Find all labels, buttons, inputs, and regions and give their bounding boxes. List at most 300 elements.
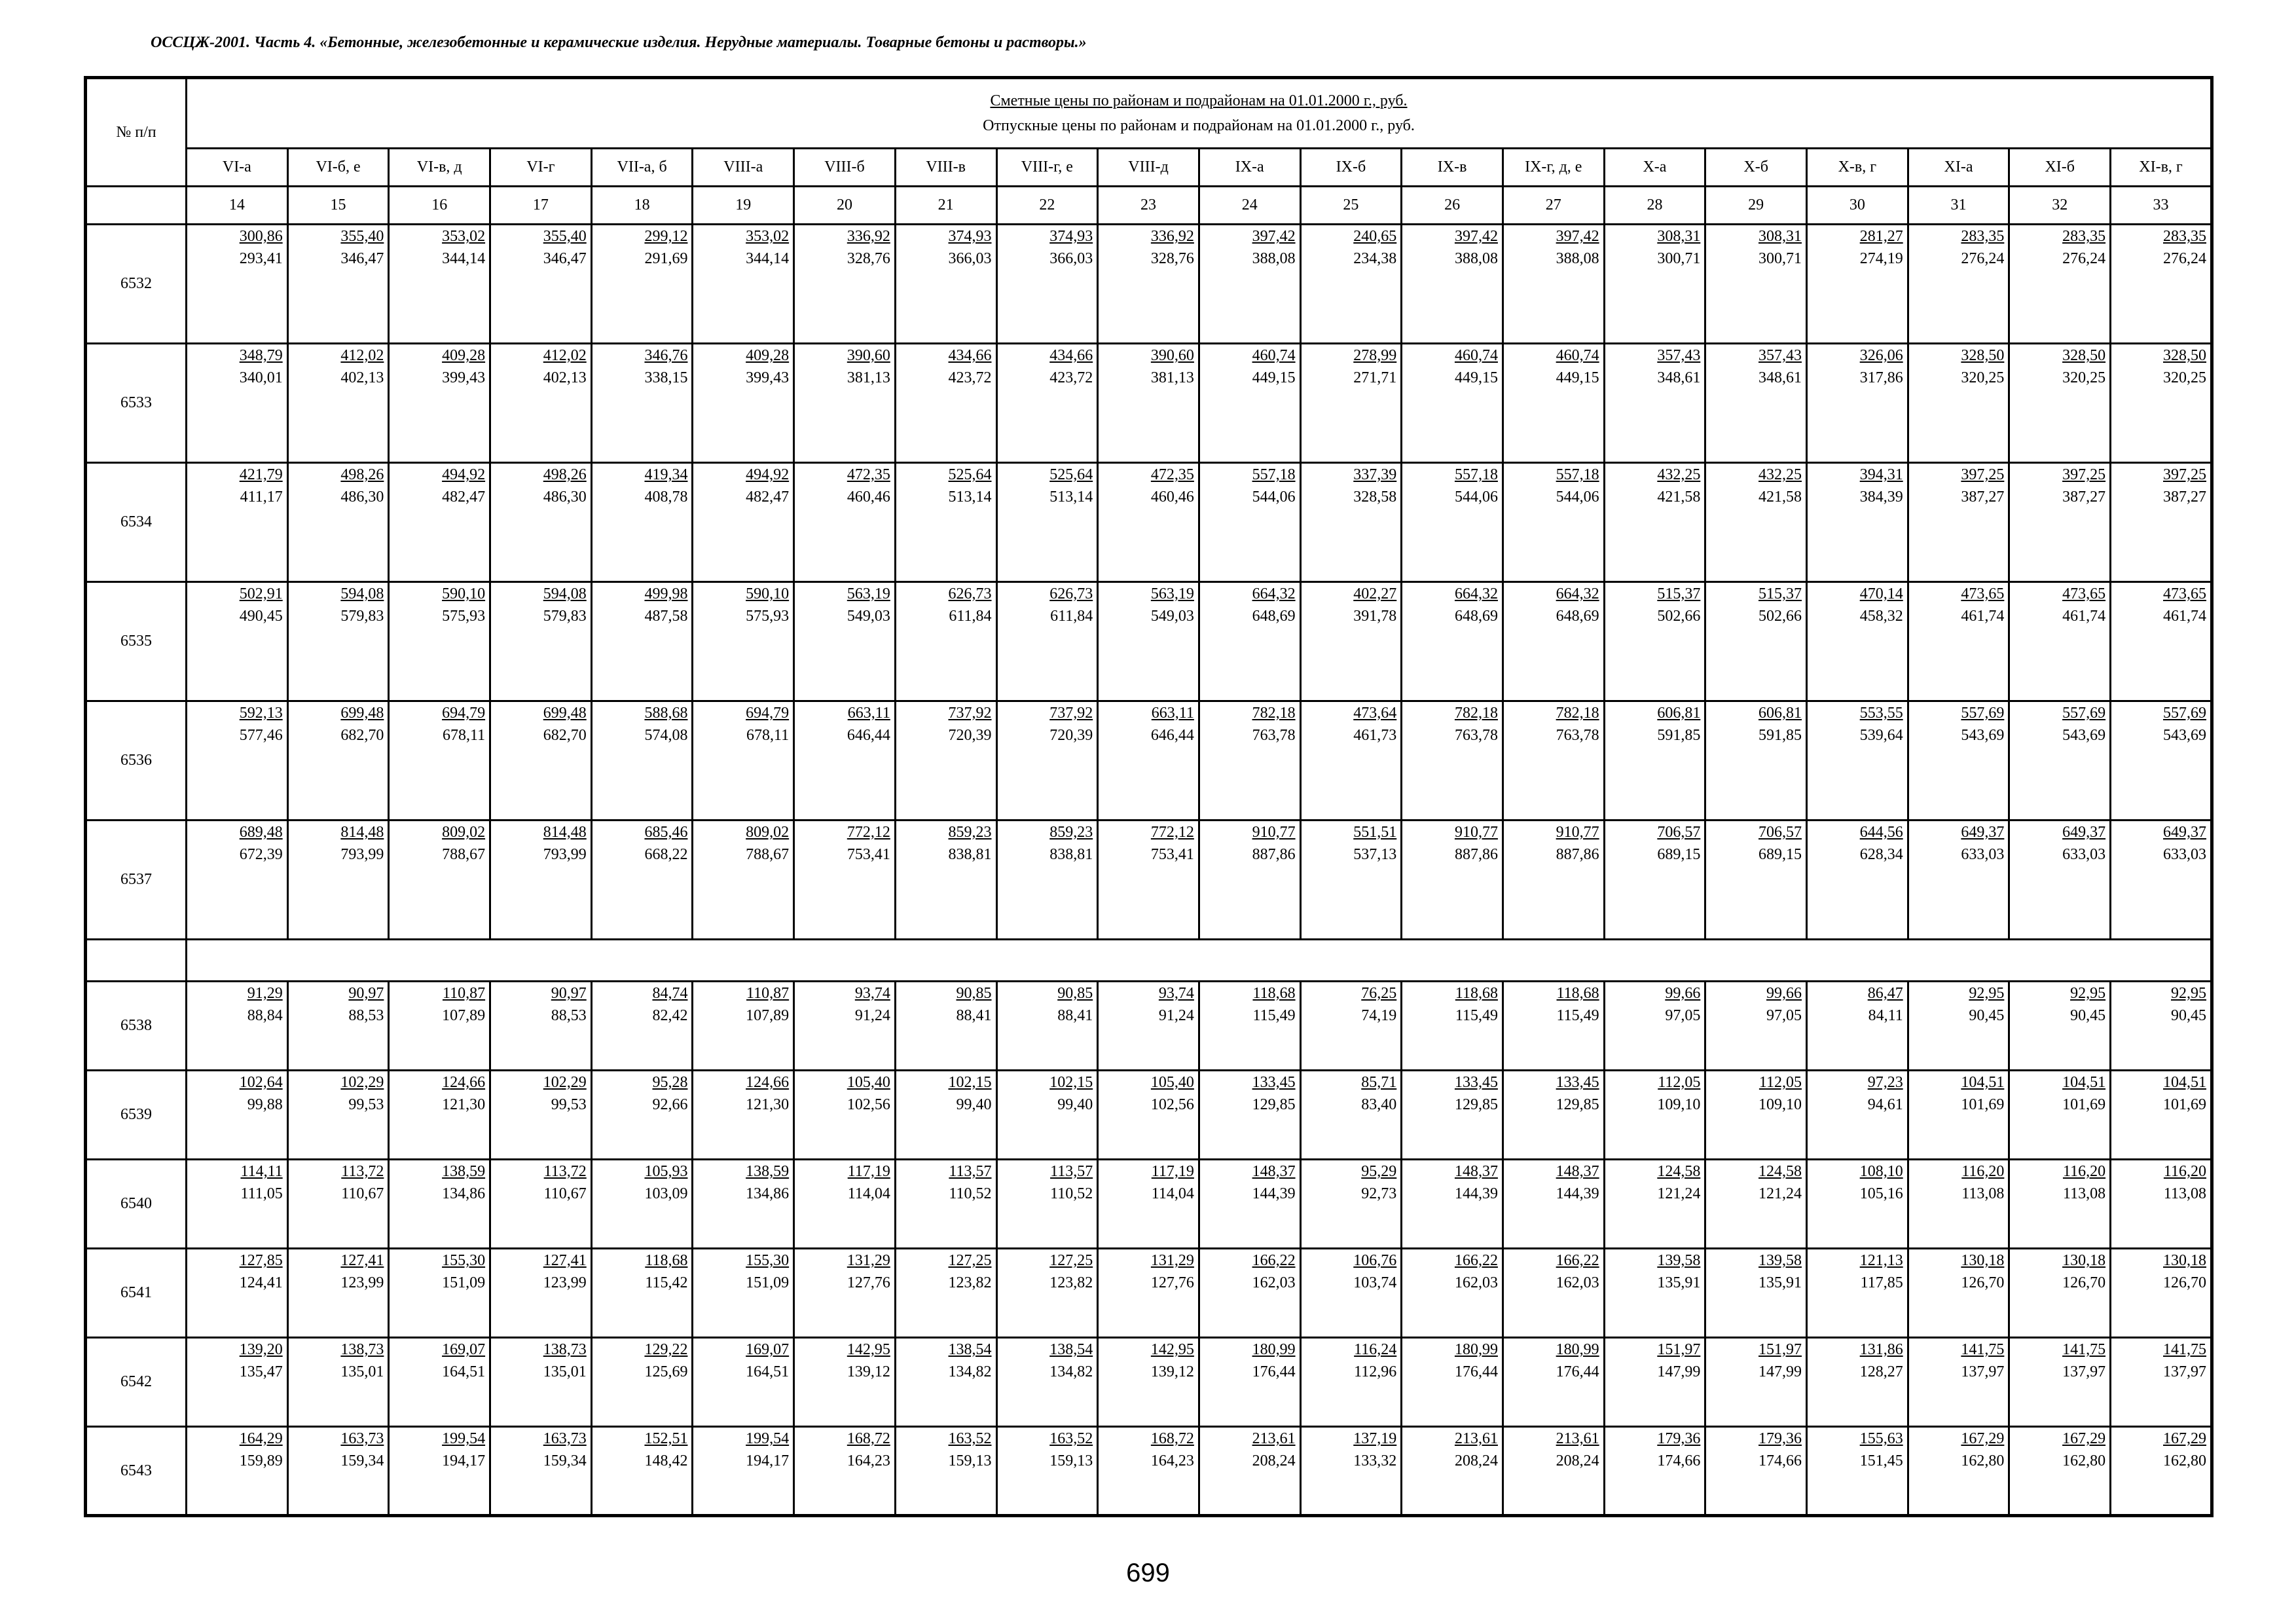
region-header: XI-в, г (2111, 149, 2212, 187)
estimated-price: 434,66 (948, 347, 992, 364)
estimated-price: 472,35 (1150, 466, 1194, 483)
price-cell (591, 1249, 693, 1338)
price-cell (895, 1338, 996, 1427)
estimated-price: 85,71 (1361, 1074, 1397, 1091)
estimated-price: 179,36 (1758, 1430, 1802, 1447)
release-price: 579,83 (340, 608, 384, 625)
release-price: 544,06 (1454, 489, 1498, 506)
release-price: 147,99 (1758, 1363, 1802, 1380)
column-number: 20 (794, 187, 896, 225)
estimated-price: 525,64 (948, 466, 992, 483)
column-number: 29 (1705, 187, 1807, 225)
price-cell (1402, 1338, 1503, 1427)
release-price: 340,01 (239, 369, 283, 386)
release-price: 126,70 (1961, 1274, 2005, 1291)
estimated-price: 397,42 (1454, 228, 1498, 245)
estimated-price: 133,45 (1556, 1074, 1599, 1091)
estimated-price: 139,58 (1758, 1252, 1802, 1269)
table-row (86, 1071, 2212, 1160)
region-header: X-б (1705, 149, 1807, 187)
price-cell (1199, 1249, 1300, 1338)
price-cell (187, 701, 288, 821)
estimated-price: 336,92 (1150, 228, 1194, 245)
estimated-price: 167,29 (2062, 1430, 2106, 1447)
price-cell (2111, 1160, 2212, 1249)
price-cell (591, 582, 693, 701)
release-price: 328,76 (1150, 250, 1194, 267)
release-price: 461,73 (1353, 727, 1397, 744)
price-cell (1908, 1249, 2009, 1338)
price-cell (389, 1071, 490, 1160)
release-price: 300,71 (1657, 250, 1701, 267)
estimated-price: 90,97 (551, 985, 587, 1002)
estimated-price: 104,51 (2062, 1074, 2106, 1091)
estimated-price: 110,87 (746, 985, 790, 1002)
release-price: 549,03 (847, 608, 890, 625)
estimated-price: 397,25 (2163, 466, 2206, 483)
column-number: 18 (591, 187, 693, 225)
table-title (187, 78, 2212, 149)
price-cell (591, 1160, 693, 1249)
estimated-price: 283,35 (1961, 228, 2005, 245)
price-cell (693, 344, 794, 463)
estimated-price: 124,58 (1657, 1163, 1701, 1180)
price-cell (693, 1427, 794, 1516)
estimated-price: 355,40 (340, 228, 384, 245)
release-price: 753,41 (847, 846, 890, 863)
release-price: 164,51 (746, 1363, 790, 1380)
release-price: 117,85 (1860, 1274, 1903, 1291)
release-price: 399,43 (746, 369, 790, 386)
price-cell (1098, 1249, 1199, 1338)
price-cell (1604, 582, 1705, 701)
estimated-price: 278,99 (1353, 347, 1397, 364)
price-cell (591, 982, 693, 1071)
price-cell (2111, 225, 2212, 344)
row-code: 6542 (86, 1338, 187, 1427)
estimated-price: 473,64 (1353, 705, 1397, 722)
release-price: 633,03 (1961, 846, 2005, 863)
release-price: 99,53 (551, 1096, 587, 1113)
price-cell (1098, 1338, 1199, 1427)
estimated-price: 130,18 (2163, 1252, 2206, 1269)
release-price: 577,46 (239, 727, 283, 744)
release-price: 328,58 (1353, 489, 1397, 506)
release-price: 129,85 (1454, 1096, 1498, 1113)
release-price: 458,32 (1859, 608, 1903, 625)
estimated-price: 95,29 (1361, 1163, 1397, 1180)
release-price: 111,05 (240, 1185, 283, 1202)
release-price: 144,39 (1454, 1185, 1498, 1202)
column-number: 16 (389, 187, 490, 225)
estimated-price: 432,25 (1758, 466, 1802, 483)
estimated-price: 163,73 (340, 1430, 384, 1447)
page-number: 699 (1126, 1559, 1170, 1587)
price-cell (389, 701, 490, 821)
release-price: 159,13 (948, 1452, 992, 1469)
price-cell (1300, 344, 1402, 463)
price-cell (895, 463, 996, 582)
release-price: 537,13 (1353, 846, 1397, 863)
price-cell (287, 1427, 389, 1516)
price-cell (1807, 1427, 1908, 1516)
release-price: 276,24 (1961, 250, 2005, 267)
estimated-price: 557,18 (1556, 466, 1599, 483)
price-cell (1604, 1160, 1705, 1249)
release-price: 159,34 (543, 1452, 587, 1469)
column-number: 31 (1908, 187, 2009, 225)
release-price: 271,71 (1353, 369, 1397, 386)
estimated-price: 336,92 (847, 228, 890, 245)
release-price: 648,69 (1454, 608, 1498, 625)
estimated-price: 434,66 (1049, 347, 1093, 364)
estimated-price: 663,11 (1151, 705, 1194, 722)
table-row (86, 344, 2212, 463)
release-price: 113,08 (2163, 1185, 2206, 1202)
price-cell (591, 463, 693, 582)
price-cell (1402, 1249, 1503, 1338)
release-price: 421,58 (1657, 489, 1701, 506)
estimated-price: 782,18 (1252, 705, 1296, 722)
estimated-price: 113,72 (341, 1163, 384, 1180)
price-cell (389, 1160, 490, 1249)
estimated-price: 606,81 (1657, 705, 1701, 722)
price-cell (1402, 225, 1503, 344)
column-number: 21 (895, 187, 996, 225)
price-cell (2111, 1338, 2212, 1427)
release-price: 208,24 (1556, 1452, 1599, 1469)
release-price: 317,86 (1859, 369, 1903, 386)
release-price: 344,14 (442, 250, 486, 267)
estimated-price: 663,11 (847, 705, 890, 722)
price-cell (693, 1338, 794, 1427)
estimated-price: 180,99 (1252, 1341, 1296, 1358)
estimated-price: 644,56 (1859, 824, 1903, 841)
price-cell (1705, 1427, 1807, 1516)
estimated-price: 308,31 (1758, 228, 1802, 245)
price-cell (996, 344, 1098, 463)
price-cell (996, 1071, 1098, 1160)
price-cell (1807, 1160, 1908, 1249)
separator-cell (86, 940, 187, 982)
release-price: 137,97 (1961, 1363, 2005, 1380)
price-cell (187, 821, 288, 940)
table-row (86, 982, 2212, 1071)
estimated-price: 419,34 (644, 466, 688, 483)
release-price: 162,80 (2062, 1452, 2106, 1469)
price-cell (2009, 225, 2111, 344)
price-cell (1199, 821, 1300, 940)
estimated-price: 557,18 (1454, 466, 1498, 483)
price-cell (490, 1338, 592, 1427)
release-price: 388,08 (1252, 250, 1296, 267)
estimated-price: 664,32 (1556, 585, 1599, 602)
estimated-price: 498,26 (340, 466, 384, 483)
estimated-price: 102,15 (1049, 1074, 1093, 1091)
estimated-price: 199,54 (442, 1430, 486, 1447)
estimated-price: 169,07 (442, 1341, 486, 1358)
estimated-price: 689,48 (239, 824, 283, 841)
estimated-price: 108,10 (1859, 1163, 1903, 1180)
release-price: 129,85 (1556, 1096, 1599, 1113)
column-number: 27 (1503, 187, 1604, 225)
estimated-price: 129,22 (644, 1341, 688, 1358)
estimated-price: 118,68 (645, 1252, 688, 1269)
release-price: 134,82 (948, 1363, 992, 1380)
release-price: 486,30 (543, 489, 587, 506)
estimated-price: 130,18 (2062, 1252, 2106, 1269)
estimated-price: 118,68 (1556, 985, 1599, 1002)
price-cell (591, 1427, 693, 1516)
price-cell (1300, 701, 1402, 821)
region-header: IX-б (1300, 149, 1402, 187)
release-price: 234,38 (1353, 250, 1397, 267)
release-price: 194,17 (746, 1452, 790, 1469)
price-cell (187, 582, 288, 701)
release-price: 113,08 (1961, 1185, 2005, 1202)
release-price: 164,23 (847, 1452, 890, 1469)
price-cell (1807, 1249, 1908, 1338)
release-price: 387,27 (2062, 489, 2106, 506)
release-price: 97,05 (1665, 1007, 1701, 1024)
row-code: 6537 (86, 821, 187, 940)
release-price: 793,99 (340, 846, 384, 863)
table-row (86, 1249, 2212, 1338)
release-price: 486,30 (340, 489, 384, 506)
release-price: 320,25 (2062, 369, 2106, 386)
release-price: 502,66 (1758, 608, 1802, 625)
estimated-price: 102,29 (340, 1074, 384, 1091)
release-price: 346,47 (543, 250, 587, 267)
price-cell (389, 463, 490, 582)
release-price: 88,41 (956, 1007, 992, 1024)
release-price: 83,40 (1361, 1096, 1397, 1113)
estimated-price: 180,99 (1454, 1341, 1498, 1358)
estimated-price: 397,25 (1961, 466, 2005, 483)
estimated-price: 113,57 (1050, 1163, 1093, 1180)
estimated-price: 502,91 (239, 585, 283, 602)
release-price: 628,34 (1859, 846, 1903, 863)
estimated-price: 557,18 (1252, 466, 1296, 483)
estimated-price: 494,92 (746, 466, 790, 483)
price-cell (591, 821, 693, 940)
price-cell (1604, 701, 1705, 821)
price-cell (490, 225, 592, 344)
estimated-price: 116,20 (2062, 1163, 2106, 1180)
price-cell (794, 821, 896, 940)
price-cell (187, 1160, 288, 1249)
release-price: 482,47 (746, 489, 790, 506)
release-price: 99,40 (1057, 1096, 1093, 1113)
estimated-price: 86,47 (1867, 985, 1903, 1002)
estimated-price: 694,79 (746, 705, 790, 722)
price-cell (1604, 225, 1705, 344)
price-cell (1807, 701, 1908, 821)
estimated-price: 90,97 (348, 985, 384, 1002)
release-price: 90,45 (2070, 1007, 2106, 1024)
price-cell (1908, 225, 2009, 344)
release-price: 678,11 (746, 727, 790, 744)
release-price: 591,85 (1758, 727, 1802, 744)
price-cell (1908, 821, 2009, 940)
release-price: 449,15 (1454, 369, 1498, 386)
release-price: 678,11 (442, 727, 486, 744)
release-price: 164,23 (1150, 1452, 1194, 1469)
release-price: 384,39 (1859, 489, 1903, 506)
estimated-price: 155,30 (442, 1252, 486, 1269)
estimated-price: 772,12 (847, 824, 890, 841)
estimated-price: 588,68 (644, 705, 688, 722)
estimated-price: 131,29 (847, 1252, 890, 1269)
estimated-price: 127,41 (340, 1252, 384, 1269)
estimated-price: 99,66 (1665, 985, 1701, 1002)
estimated-price: 142,95 (1150, 1341, 1194, 1358)
release-price: 646,44 (1150, 727, 1194, 744)
price-cell (2111, 1071, 2212, 1160)
release-price: 421,58 (1758, 489, 1802, 506)
release-price: 423,72 (948, 369, 992, 386)
release-price: 194,17 (442, 1452, 486, 1469)
price-cell (996, 701, 1098, 821)
estimated-price: 470,14 (1859, 585, 1903, 602)
release-price: 148,42 (644, 1452, 688, 1469)
estimated-price: 131,29 (1150, 1252, 1194, 1269)
price-cell (1098, 821, 1199, 940)
price-cell (1705, 225, 1807, 344)
estimated-price: 299,12 (644, 228, 688, 245)
release-price: 176,44 (1252, 1363, 1296, 1380)
release-price: 338,15 (644, 369, 688, 386)
release-price: 293,41 (239, 250, 283, 267)
price-cell (996, 1427, 1098, 1516)
price-cell (1199, 1338, 1300, 1427)
release-price: 99,88 (247, 1096, 283, 1113)
price-cell (1402, 582, 1503, 701)
estimated-price: 168,72 (1150, 1430, 1194, 1447)
release-price: 763,78 (1252, 727, 1296, 744)
estimated-price: 737,92 (1049, 705, 1093, 722)
price-cell (1604, 463, 1705, 582)
release-price: 391,78 (1353, 608, 1397, 625)
estimated-price: 240,65 (1353, 228, 1397, 245)
price-cell (1908, 344, 2009, 463)
release-price: 344,14 (746, 250, 790, 267)
release-price: 135,01 (543, 1363, 587, 1380)
release-price: 133,32 (1353, 1452, 1397, 1469)
estimated-price: 163,52 (948, 1430, 992, 1447)
column-number: 32 (2009, 187, 2111, 225)
release-price: 461,74 (2163, 608, 2206, 625)
release-price: 126,70 (2163, 1274, 2206, 1291)
price-cell (1503, 701, 1604, 821)
region-header: XI-а (1908, 149, 2009, 187)
estimated-price: 498,26 (543, 466, 587, 483)
price-cell (1402, 982, 1503, 1071)
estimated-price: 592,13 (239, 705, 283, 722)
price-cell (490, 1160, 592, 1249)
release-price: 97,05 (1766, 1007, 1802, 1024)
estimated-price: 97,23 (1867, 1074, 1903, 1091)
estimated-price: 390,60 (1150, 347, 1194, 364)
release-price: 134,86 (746, 1185, 790, 1202)
price-cell (1503, 1427, 1604, 1516)
release-price: 110,67 (543, 1185, 587, 1202)
separator-row (86, 940, 2212, 982)
release-price: 92,66 (652, 1096, 688, 1113)
release-price: 91,24 (1158, 1007, 1194, 1024)
price-table (84, 76, 2214, 1517)
region-header: VIII-а (693, 149, 794, 187)
release-price: 887,86 (1454, 846, 1498, 863)
estimated-price: 93,74 (854, 985, 890, 1002)
release-price: 387,27 (2163, 489, 2206, 506)
estimated-price: 166,22 (1252, 1252, 1296, 1269)
row-code: 6540 (86, 1160, 187, 1249)
price-cell (794, 582, 896, 701)
price-cell (1098, 1071, 1199, 1160)
price-cell (895, 225, 996, 344)
region-header: VIII-б (794, 149, 896, 187)
estimated-price: 168,72 (847, 1430, 890, 1447)
price-cell (1503, 463, 1604, 582)
estimated-price: 557,69 (2062, 705, 2106, 722)
estimated-price: 114,11 (240, 1163, 283, 1180)
estimated-price: 138,59 (442, 1163, 486, 1180)
release-price: 648,69 (1252, 608, 1296, 625)
price-cell (996, 463, 1098, 582)
price-cell (1908, 982, 2009, 1071)
table-row (86, 582, 2212, 701)
estimated-price: 402,27 (1353, 585, 1397, 602)
estimated-price: 348,79 (239, 347, 283, 364)
estimated-price: 649,37 (1961, 824, 2005, 841)
release-price: 110,52 (1050, 1185, 1093, 1202)
price-cell (389, 1427, 490, 1516)
estimated-price: 699,48 (340, 705, 384, 722)
price-cell (287, 1338, 389, 1427)
release-price: 151,09 (442, 1274, 486, 1291)
price-cell (1705, 821, 1807, 940)
release-price: 591,85 (1657, 727, 1701, 744)
estimated-price: 127,85 (239, 1252, 283, 1269)
price-cell (1098, 582, 1199, 701)
estimated-price: 337,39 (1353, 466, 1397, 483)
row-code: 6536 (86, 701, 187, 821)
price-cell (389, 1338, 490, 1427)
table-row (86, 225, 2212, 344)
estimated-price: 353,02 (442, 228, 486, 245)
release-price: 159,13 (1049, 1452, 1093, 1469)
estimated-price: 397,25 (2062, 466, 2106, 483)
row-code: 6533 (86, 344, 187, 463)
release-price: 109,10 (1758, 1096, 1802, 1113)
estimated-price: 390,60 (847, 347, 890, 364)
estimated-price: 355,40 (543, 228, 587, 245)
release-price: 128,27 (1859, 1363, 1903, 1380)
price-cell (389, 821, 490, 940)
release-price: 114,04 (1151, 1185, 1194, 1202)
estimated-price: 460,74 (1556, 347, 1599, 364)
release-price: 159,89 (239, 1452, 283, 1469)
price-cell (996, 1160, 1098, 1249)
release-price: 388,08 (1454, 250, 1498, 267)
price-cell (2009, 701, 2111, 821)
price-cell (187, 225, 288, 344)
price-cell (2009, 344, 2111, 463)
price-cell (1604, 1427, 1705, 1516)
price-cell (693, 1249, 794, 1338)
row-code: 6543 (86, 1427, 187, 1516)
